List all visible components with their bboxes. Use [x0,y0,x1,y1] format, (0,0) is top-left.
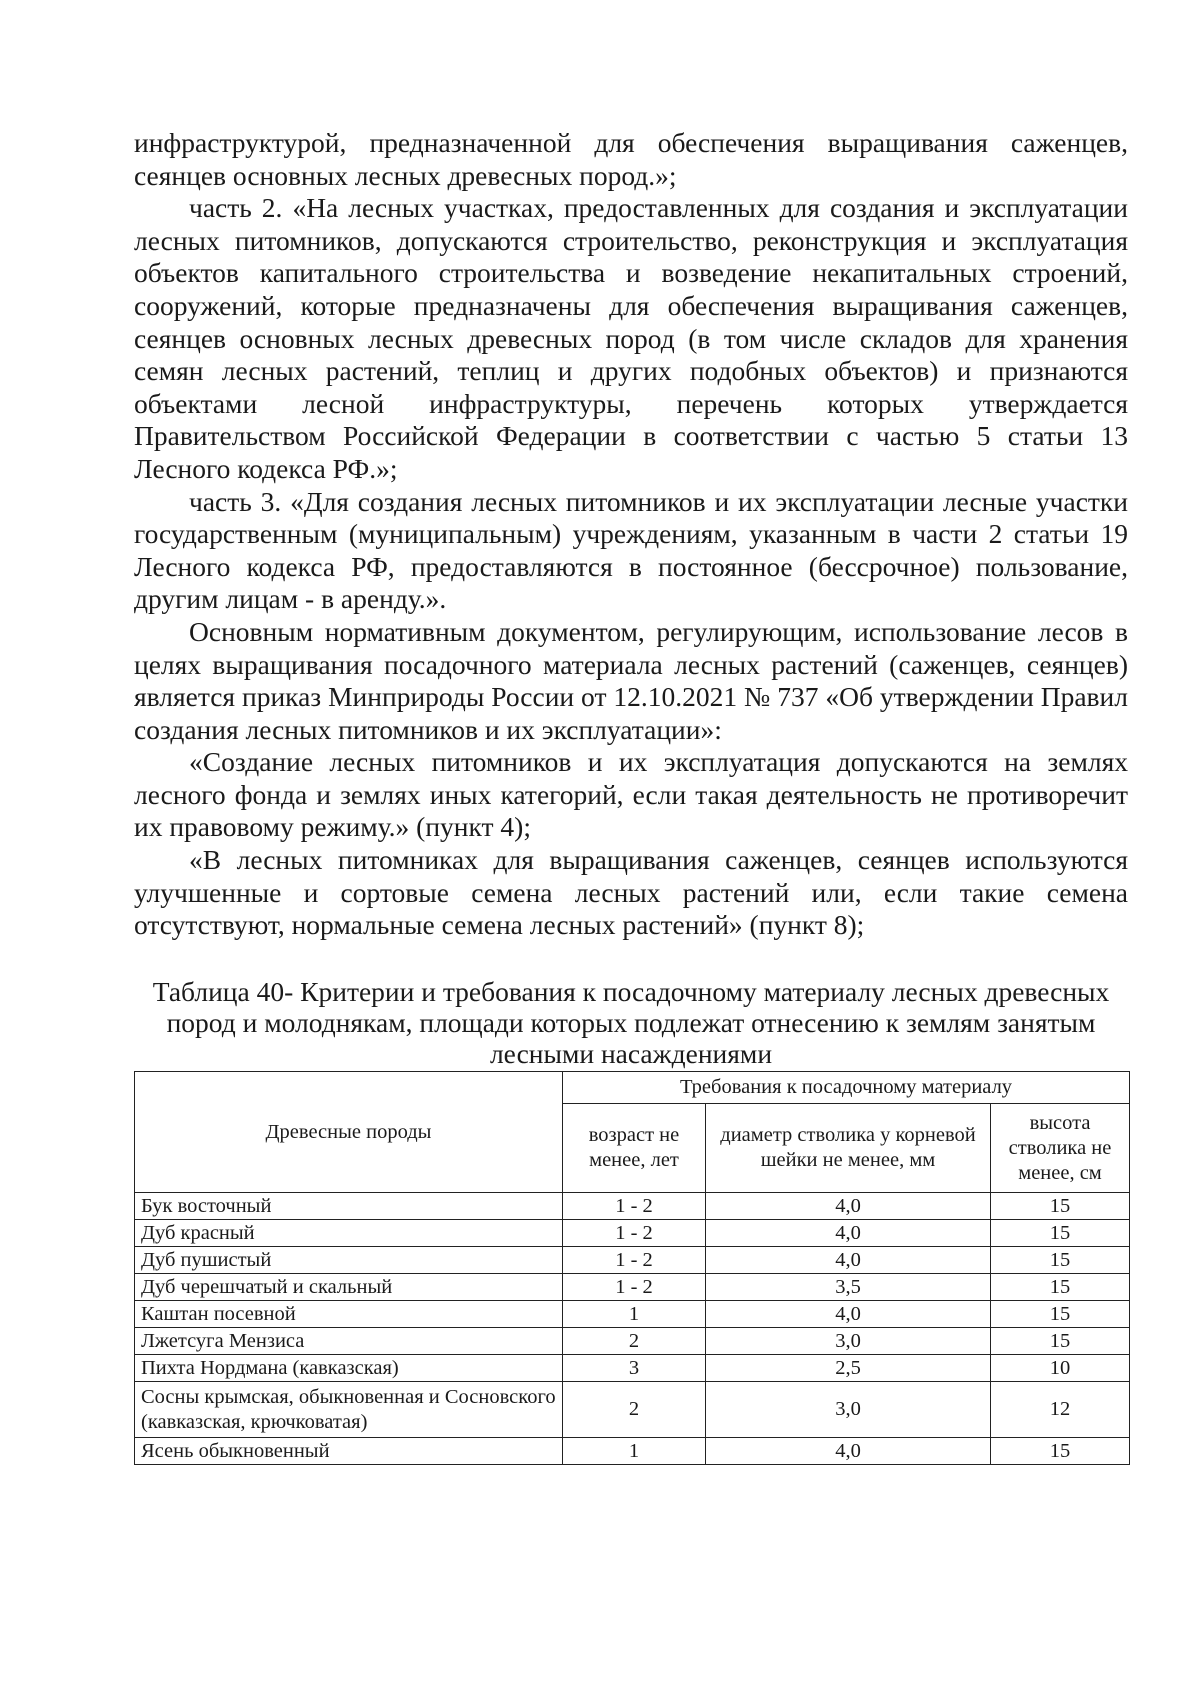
table-caption [134,976,1128,1069]
cell-species: Каштан посевной [135,1301,563,1328]
cell-diameter: 3,0 [706,1328,991,1355]
cell-age: 1 - 2 [563,1274,706,1301]
cell-species: Дуб черешчатый и скальный [135,1274,563,1301]
cell-age: 1 - 2 [563,1247,706,1274]
cell-diameter: 4,0 [706,1193,991,1220]
paragraph-continuation: инфраструктурой, предназначенной для обеспечения выращивания саженцев, сеянцев основных лесных древесных пород.»; [134,127,1128,191]
table-row [135,1247,1130,1274]
cell-age: 1 [563,1438,706,1465]
cell-height: 10 [991,1355,1130,1382]
paragraph-quote-point-4: «Создание лесных питомников и их эксплуатация допускаются на землях лесного фонда и землях иных категорий, если такая деятельность не противоречит их правовому режиму.» (пункт 4); [134,746,1128,843]
cell-age: 1 [563,1301,706,1328]
body-text [134,127,1128,942]
cell-species: Лжетсуга Мензиса [135,1328,563,1355]
table-row [135,1438,1130,1465]
cell-height: 15 [991,1220,1130,1247]
header-diameter: диаметр стволика у корневой шейки не менее, мм [706,1104,991,1193]
paragraph-part-3: часть 3. «Для создания лесных питомников и их эксплуатации лесные участки государственным (муниципальным) учреждениям, указанным в части 2 статьи 19 Лесного кодекса РФ, предоставляются в постоянное (бессрочное) пользование, другим лицам - в аренду.». [134,485,1128,615]
cell-height: 15 [991,1301,1130,1328]
caption-line-1: Таблица 40- Критерии и требования к посадочному материалу лесных древесных [152,976,1110,1007]
header-height: высота стволика не менее, см [991,1104,1130,1193]
cell-species: Дуб красный [135,1220,563,1247]
cell-height: 15 [991,1328,1130,1355]
cell-height: 15 [991,1438,1130,1465]
cell-height: 15 [991,1274,1130,1301]
cell-age: 1 - 2 [563,1220,706,1247]
cell-diameter: 4,0 [706,1220,991,1247]
table-row [135,1274,1130,1301]
paragraph-quote-point-8: «В лесных питомниках для выращивания саженцев, сеянцев используются улучшенные и сортовые семена лесных растений или, если такие семена отсутствуют, нормальные семена лесных растений» (пункт 8); [134,844,1128,941]
header-age: возраст не менее, лет [563,1104,706,1193]
cell-diameter: 4,0 [706,1438,991,1465]
cell-diameter: 3,0 [706,1382,991,1438]
cell-species: Сосны крымская, обыкновенная и Сосновского (кавказская, крючковатая) [135,1382,563,1438]
cell-diameter: 2,5 [706,1355,991,1382]
cell-age: 2 [563,1328,706,1355]
table-row [135,1382,1130,1438]
cell-diameter: 4,0 [706,1247,991,1274]
cell-species: Бук восточный [135,1193,563,1220]
paragraph-normative-doc: Основным нормативным документом, регулирующим, использование лесов в целях выращивания посадочного материала лесных растений (саженцев, сеянцев) является приказ Минприроды России от 12.10.2021 № 737 «Об утверждении Правил создания лесных питомников и их эксплуатации»: [134,615,1128,745]
requirements-table [134,1071,1130,1465]
header-species: Древесные породы [135,1072,563,1193]
table-row [135,1301,1130,1328]
cell-diameter: 4,0 [706,1301,991,1328]
cell-age: 2 [563,1382,706,1438]
cell-species: Ясень обыкновенный [135,1438,563,1465]
cell-species: Дуб пушистый [135,1247,563,1274]
table-row [135,1328,1130,1355]
cell-height: 12 [991,1382,1130,1438]
table-row [135,1355,1130,1382]
table-header-row-1 [135,1072,1130,1104]
cell-species: Пихта Нордмана (кавказская) [135,1355,563,1382]
cell-age: 1 - 2 [563,1193,706,1220]
table-row [135,1220,1130,1247]
caption-line-2: пород и молоднякам, площади которых подлежат отнесению к землям занятым [166,1007,1096,1038]
cell-age: 3 [563,1355,706,1382]
paragraph-part-2: часть 2. «На лесных участках, предоставленных для создания и эксплуатации лесных питомников, допускаются строительство, реконструкция и эксплуатация объектов капитального строительства и возведение некапитальных строений, сооружений, которые предназначены для обеспечения выращивания саженцев, сеянцев основных лесных древесных пород (в том числе складов для хранения семян лесных растений, теплиц и других подобных объектов) и признаются объектами лесной инфраструктуры, перечень которых утверждается Правительством Российской Федерации в соответствии с частью 5 статьи 13 Лесного кодекса РФ.»; [134,192,1128,484]
cell-diameter: 3,5 [706,1274,991,1301]
header-requirements-group: Требования к посадочному материалу [563,1072,1130,1104]
table-row [135,1193,1130,1220]
cell-height: 15 [991,1193,1130,1220]
cell-height: 15 [991,1247,1130,1274]
caption-line-3: лесными насаждениями [489,1038,773,1069]
